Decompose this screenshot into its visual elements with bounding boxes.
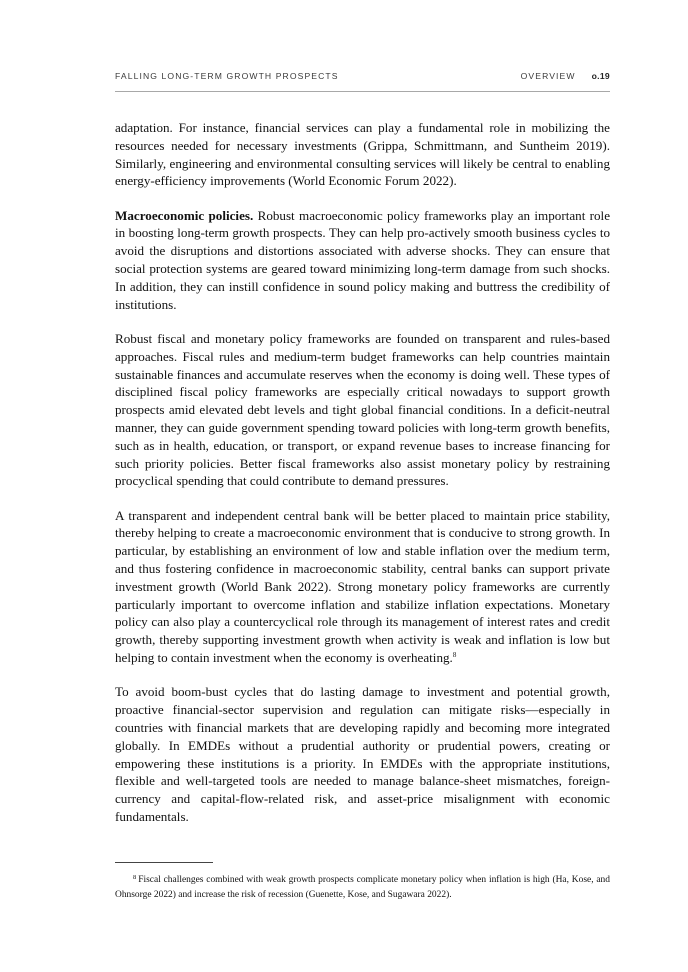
- run-in-heading: Macroeconomic policies.: [115, 207, 254, 223]
- paragraph-3: [115, 330, 610, 490]
- footnote-number: 8: [133, 874, 137, 881]
- paragraph-2: [115, 207, 610, 314]
- running-title: FALLING LONG-TERM GROWTH PROSPECTS: [115, 71, 339, 81]
- footnote-divider: [115, 862, 213, 863]
- footnote-reference[interactable]: 8: [452, 651, 457, 660]
- paragraph-text: adaptation. For instance, financial services can play a fundamental role in mobilizing the resources needed for necessary investments (Grippa, Schmittmann, and Suntheim 2019). Similarly, engineering and environmental consulting services will likely be central to enabling energy-efficiency improvements (World Economic Forum 2022).: [115, 120, 610, 189]
- paragraph-text: Robust fiscal and monetary policy frameworks are founded on transparent and rules-based approaches. Fiscal rules and medium-term budget frameworks can help countries maintain sustainable finances and accumulate reserves when the economy is doing well. These types of disciplined fiscal policy frameworks are especially critical nowadays to support growth prospects amid elevated debt levels and tight global financial conditions. In a deficit-neutral manner, they can guide government spending toward policies with long-term growth benefits, such as in health, education, or transport, or expand revenue bases to increase financing for such priority policies. Better fiscal frameworks also assist monetary policy by restraining procyclical spending that could contribute to demand pressures.: [115, 330, 610, 489]
- body-text: [115, 119, 610, 826]
- running-header: [115, 71, 610, 85]
- footnote: [115, 873, 610, 902]
- header-divider: [115, 91, 610, 92]
- paragraph-text: Robust macroeconomic policy frameworks play an important role in boosting long-term growth prospects. They can help pro-actively smooth business cycles to avoid the disruptions and distortions associated with adverse shocks. They can ensure that social protection systems are geared toward minimizing long-term damage from such shocks. In addition, they can instill confidence in sound policy making and buttress the credibility of institutions.: [115, 207, 611, 312]
- paragraph-1: [115, 119, 610, 190]
- footnote-text: Fiscal challenges combined with weak growth prospects complicate monetary policy when inflation is high (Ha, Kose, and Ohnsorge 2022) and increase the risk of recession (Guenette, Kose, and Sugawara 2022).: [115, 875, 610, 900]
- section-label: OVERVIEW: [520, 71, 576, 81]
- paragraph-5: [115, 683, 610, 825]
- paragraph-text: A transparent and independent central bank will be better placed to maintain price stability, thereby helping to create a macroeconomic environment that is conducive to strong growth. In particular, by establishing an environment of low and stable inflation over the medium term, and thus fostering confidence in macroeconomic stability, central banks can support private investment growth (World Bank 2022). Strong monetary policy frameworks are currently particularly important to overcome inflation and stabilize inflation expectations. Monetary policy can also play a countercyclical role through its management of interest rates and credit growth, thereby supporting investment growth when activity is weak and inflation is low but helping to contain investment when the economy is overheating.: [115, 507, 610, 666]
- paragraph-text: To avoid boom-bust cycles that do lasting damage to investment and potential growth, proactive financial-sector supervision and regulation can mitigate risks—especially in countries with financial markets that are developing rapidly and becoming more integrated globally. In EMDEs without a prudential authority or prudential powers, creating or empowering these institutions is a priority. In EMDEs with the appropriate institutions, flexible and well-targeted tools are needed to manage balance-sheet mismatches, foreign-currency and capital-flow-related risk, and asset-price misalignment with economic fundamentals.: [115, 684, 610, 824]
- header-right: [521, 71, 610, 81]
- paragraph-4: [115, 507, 610, 667]
- page-number: o.19: [591, 71, 610, 81]
